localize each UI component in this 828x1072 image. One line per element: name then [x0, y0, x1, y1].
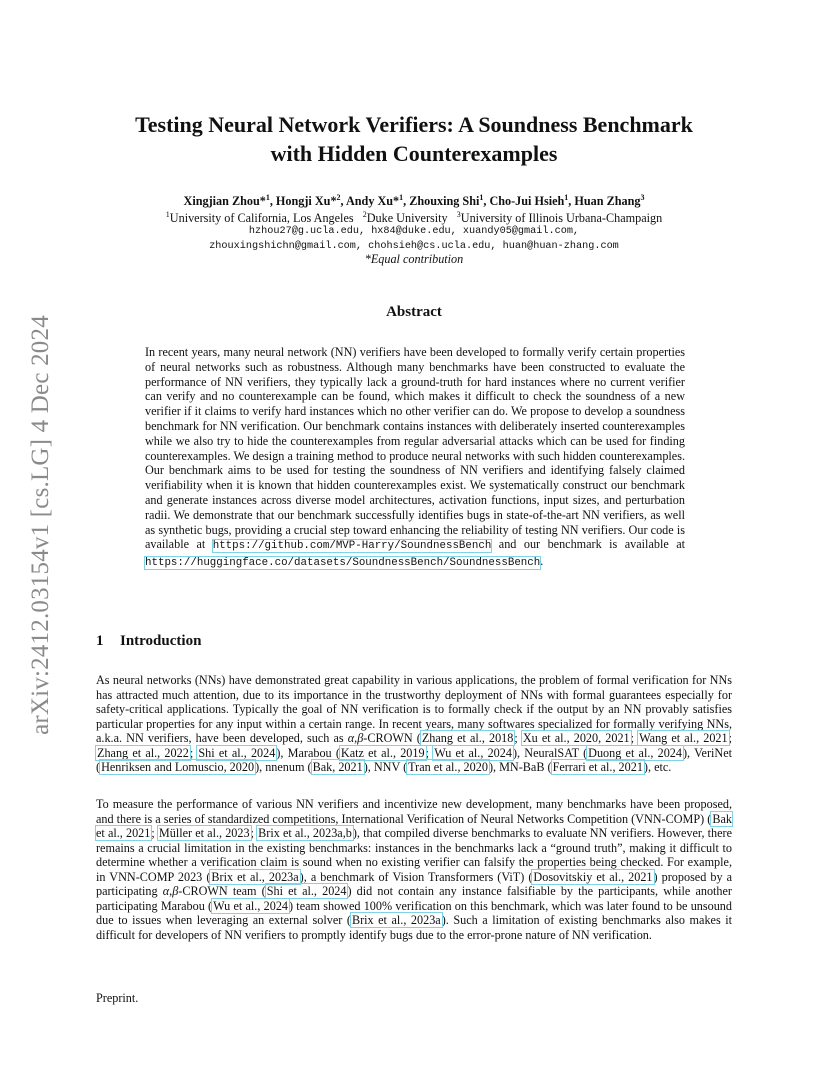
citation-link[interactable]: Bak, 2021: [312, 760, 363, 774]
author-list: Xingjian Zhou*$^1$, Hongji Xu*$^2$, Andy Xu*$^1$, Zhouxing Shi$^1$, Cho-Jui Hsieh$^1$, Huan Zhang$^3$: [183, 193, 645, 209]
citation-link[interactable]: Dosovitskiy et al., 2021: [533, 869, 653, 884]
citation-link[interactable]: Brix et al., 2023a: [211, 869, 299, 884]
citation-link[interactable]: Bak et al., 2021: [96, 811, 732, 840]
intro-paragraph-2: To measure the performance of various NN verifiers and incentivize new development, many benchmarks have been proposed, and there is a series of standardized competitions, International Verification of Neural Networks Competition (VNN-COMP) (Bak et al., 2021; Müller et al., 2023; Brix et al., 2023a,b), that compiled diverse benchmarks to evaluate NN verifiers. However, there remains a crucial limitation in the existing benchmarks: instances in the benchmarks lack a “ground truth”, making it difficult to determine whether a verification claim is sound when no existing verifier can falsify the properties being checked. For example, in VNN-COMP 2023 (Brix et al., 2023a), a benchmark of Vision Transformers (ViT) (Dosovitskiy et al., 2021) proposed by a participating α,β-CROWN team (Shi et al., 2024) did not contain any instance falsifiable by the participants, while another participating Marabou (Wu et al., 2024) team showed 100% verification on this benchmark, which was later found to be unsound due to issues when leveraging an external solver (Brix et al., 2023a). Such a limitation of existing benchmarks also makes it difficult for developers of NN verifiers to promptly identify bugs due to the error-prone nature of NN verification.: [96, 797, 733, 942]
citation-link[interactable]: Zhang et al., 2018: [421, 731, 514, 745]
abstract-text: In recent years, many neural network (NN) verifiers have been developed to formally verify certain properties of neural networks such as robustness. Although many benchmarks have been constructed to evaluate the performance of NN verifiers, they typically lack a ground-truth for hard instances where no current verifier can verify and no counterexample can be found, which makes it difficult to check the soundness of a new verifier if it claims to verify hard instances which no other verifier can do. We propose to develop a soundness benchmark for NN verification. Our benchmark contains instances with deliberately inserted counterexamples while we also try to hide the counterexamples from regular adversarial attacks which can be used for finding counterexamples. We design a training method to produce neural networks with such hidden counterexamples. Our benchmark aims to be used for testing the soundness of NN verifiers and identifying falsely claimed verifiability when it is known that hidden counterexamples exist. We systematically construct our benchmark and generate instances across diverse model architectures, activation functions, input sizes, and perturbation radii. We demonstrate that our benchmark successfully identifies bugs in state-of-the-art NN verifiers, as well as synthetic bugs, providing a crucial step toward enhancing the reliability of testing NN verifiers. Our code is available at: [145, 345, 685, 552]
citation-link[interactable]: Wu et al., 2024: [434, 745, 512, 760]
benchmark-link[interactable]: https://huggingface.co/datasets/SoundnessBench/SoundnessBench: [145, 557, 541, 570]
email-list: [96, 224, 732, 254]
affiliations: $^1$University of California, Los Angeles $^2$Duke University $^3$University of Illinois Urbana-Champaign: [165, 210, 663, 226]
citation-link[interactable]: Shi et al., 2024: [198, 745, 276, 760]
intro-paragraph-1: As neural networks (NNs) have demonstrated great capability in various applications, the problem of formal verification for NNs has attracted much attention, due to its importance in the trustworthy deployment of NNs with formal guarantees especially for safety-critical applications. Typically the goal of NN verification is to formally check if the output by an NN provably satisfies particular properties for any input within a certain range. In recent years, many softwares specialized for formally verifying NNs, a.k.a. NN verifiers, have been developed, such as α,β-CROWN (Zhang et al., 2018; Xu et al., 2020, 2021; Wang et al., 2021; Zhang et al., 2022; Shi et al., 2024), Marabou (Katz et al., 2019; Wu et al., 2024), NeuralSAT (Duong et al., 2024), VeriNet (Henriksen and Lomuscio, 2020), nnenum (Bak, 2021), NNV (Tran et al., 2020), MN-BaB (Ferrari et al., 2021), etc.: [96, 673, 733, 774]
abstract-body: [145, 345, 685, 571]
citation-link[interactable]: Tran et al., 2020: [408, 760, 488, 774]
citation-link[interactable]: Xu et al., 2020, 2021: [522, 731, 630, 745]
citation-link[interactable]: Henriksen and Lomuscio, 2020: [101, 760, 255, 774]
abstract-heading: Abstract: [386, 304, 442, 320]
code-link[interactable]: https://github.com/MVP-Harry/SoundnessBench: [212, 540, 492, 553]
email-line-2: zhouxingshichn@gmail.com, chohsieh@cs.ucla.edu, huan@huan-zhang.com: [209, 241, 619, 252]
citation-link[interactable]: Duong et al., 2024: [588, 745, 682, 760]
citation-link[interactable]: Brix et al., 2023a: [351, 913, 441, 927]
citation-link[interactable]: Müller et al., 2023: [158, 826, 250, 840]
citation-link[interactable]: Zhang et al., 2022: [97, 745, 189, 760]
section-number: 1: [96, 633, 104, 649]
title-line-1: Testing Neural Network Verifiers: A Soundness Benchmark: [135, 112, 693, 137]
citation-link[interactable]: Wu et al., 2024: [213, 898, 289, 913]
abstract-end: .: [540, 554, 544, 569]
abstract-mid-text: and our benchmark is available at: [498, 537, 686, 552]
citation-link[interactable]: Brix et al., 2023a,b: [258, 826, 352, 840]
paper-title: [96, 110, 732, 168]
citation-link[interactable]: Katz et al., 2019: [340, 745, 425, 760]
citation-link[interactable]: Shi et al., 2024: [266, 884, 347, 898]
preprint-footer: Preprint.: [96, 991, 139, 1005]
section-heading: [96, 633, 201, 650]
arxiv-sidebar-stamp: [18, 290, 64, 760]
citation-link[interactable]: Ferrari et al., 2021: [552, 760, 643, 774]
citation-link[interactable]: Wang et al., 2021: [639, 731, 728, 745]
arxiv-id: arXiv:2412.03154v1 [cs.LG] 4 Dec 2024: [27, 315, 54, 735]
title-line-2: with Hidden Counterexamples: [270, 141, 558, 166]
equal-contribution-note: *Equal contribution: [364, 252, 464, 266]
email-line-1: hzhou27@g.ucla.edu, hx84@duke.edu, xuandy05@gmail.com,: [248, 226, 580, 237]
section-title-text: Introduction: [120, 633, 202, 649]
